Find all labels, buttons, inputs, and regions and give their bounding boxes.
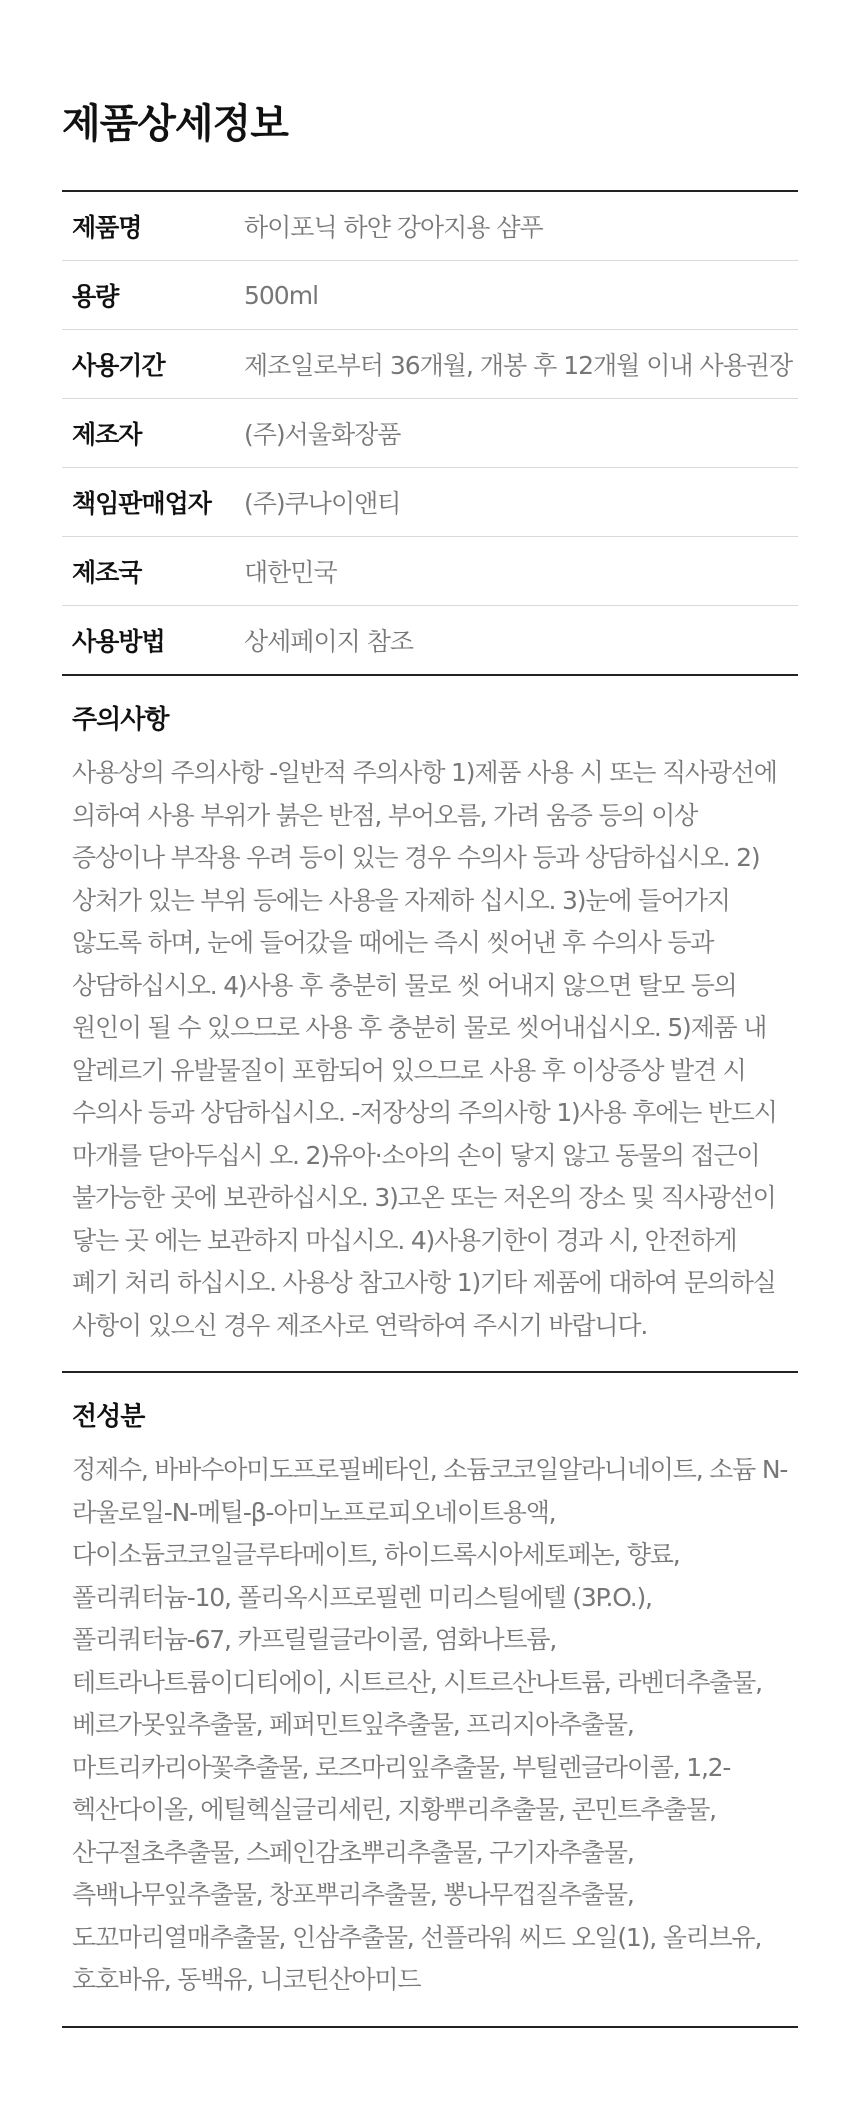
spec-label: 용량 bbox=[72, 282, 119, 311]
page-title: 제품상세정보 bbox=[62, 101, 288, 147]
caution-section bbox=[62, 676, 798, 1373]
spec-row-volume bbox=[62, 261, 798, 330]
spec-value: 대한민국 bbox=[244, 558, 337, 587]
spec-row-manufacturer bbox=[62, 399, 798, 468]
spec-label: 제품명 bbox=[72, 213, 142, 242]
spec-label: 제조국 bbox=[72, 558, 142, 587]
spec-row-product-name bbox=[62, 192, 798, 261]
spec-label: 제조자 bbox=[72, 420, 142, 449]
spec-label: 사용방법 bbox=[72, 627, 165, 656]
caution-body: 사용상의 주의사항 -일반적 주의사항 1)제품 사용 시 또는 직사광선에 의하여 사용 부위가 붉은 반점, 부어오름, 가려 움증 등의 이상 증상이나 부작용 우려 등이 있는 경우 수의사 등과 상담하십시오. 2)상처가 있는 부위 등에는 사용을 자제하 십시오. 3)눈에 들어가지 않도록 하며, 눈에 들어갔을 때에는 즉시 씻어낸 후 수의사 등과 상담하십시오. 4)사용 후 충분히 물로 씻 어내지 않으면 탈모 등의 원인이 될 수 있으므로 사용 후 충분히 물로 씻어내십시오. 5)제품 내 알레르기 유발물질이 포함되어 있으므로 사용 후 이상증상 발견 시 수의사 등과 상담하십시오. -저장상의 주의사항 1)사용 후에는 반드시 마개를 닫아두십시 오. 2)유아·소아의 손이 닿지 않고 동물의 접근이 불가능한 곳에 보관하십시오. 3)고온 또는 저온의 장소 및 직사광선이 닿는 곳 에는 보관하지 마십시오. 4)사용기한이 경과 시, 안전하게 폐기 처리 하십시오. 사용상 참고사항 1)기타 제품에 대하여 문의하실 사항이 있으신 경우 제조사로 연락하여 주시기 바랍니다. bbox=[72, 758, 777, 1340]
ingredients-body: 정제수, 바바수아미도프로필베타인, 소듐코코일알라니네이트, 소듐 N-라울로일-N-메틸-β-아미노프로피오네이트용액, 다이소듐코코일글루타메이트, 하이드록시아세토페논, 향료, 폴리쿼터늄-10, 폴리옥시프로필렌 미리스틸에텔 (3P.O.), 폴리쿼터늄-67, 카프릴릴글라이콜, 염화나트륨, 테트라나트륨이디티에이, 시트르산, 시트르산나트륨, 라벤더추출물, 베르가못잎추출물, 페퍼민트잎추출물, 프리지아추출물, 마트리카리아꽃추출물, 로즈마리잎추출물, 부틸렌글라이콜, 1,2-헥산다이올, 에틸헥실글리세린, 지황뿌리추출물, 콘민트추출물, 산구절초추출물, 스페인감초뿌리추출물, 구기자추출물, 측백나무잎추출물, 창포뿌리추출물, 뽕나무껍질추출물, 도꼬마리열매추출물, 인삼추출물, 선플라워 씨드 오일(1), 올리브유, 호호바유, 동백유, 니코틴산아미드 bbox=[72, 1455, 788, 1994]
caution-title: 주의사항 bbox=[72, 705, 169, 735]
spec-row-usage-method bbox=[62, 606, 798, 674]
spec-table bbox=[62, 190, 798, 676]
spec-value: (주)쿠나이앤티 bbox=[244, 489, 401, 518]
spec-value: 하이포닉 하얀 강아지용 샴푸 bbox=[244, 213, 543, 242]
spec-row-country bbox=[62, 537, 798, 606]
spec-label: 책임판매업자 bbox=[72, 489, 211, 518]
ingredients-section bbox=[62, 1373, 798, 2028]
spec-row-usage-period bbox=[62, 330, 798, 399]
ingredients-title: 전성분 bbox=[72, 1402, 145, 1432]
spec-value: (주)서울화장품 bbox=[244, 420, 401, 449]
spec-value: 500ml bbox=[244, 280, 319, 310]
spec-value: 제조일로부터 36개월, 개봉 후 12개월 이내 사용권장 bbox=[244, 351, 793, 380]
spec-label: 사용기간 bbox=[72, 351, 165, 380]
spec-row-distributor bbox=[62, 468, 798, 537]
spec-value: 상세페이지 참조 bbox=[244, 627, 413, 656]
